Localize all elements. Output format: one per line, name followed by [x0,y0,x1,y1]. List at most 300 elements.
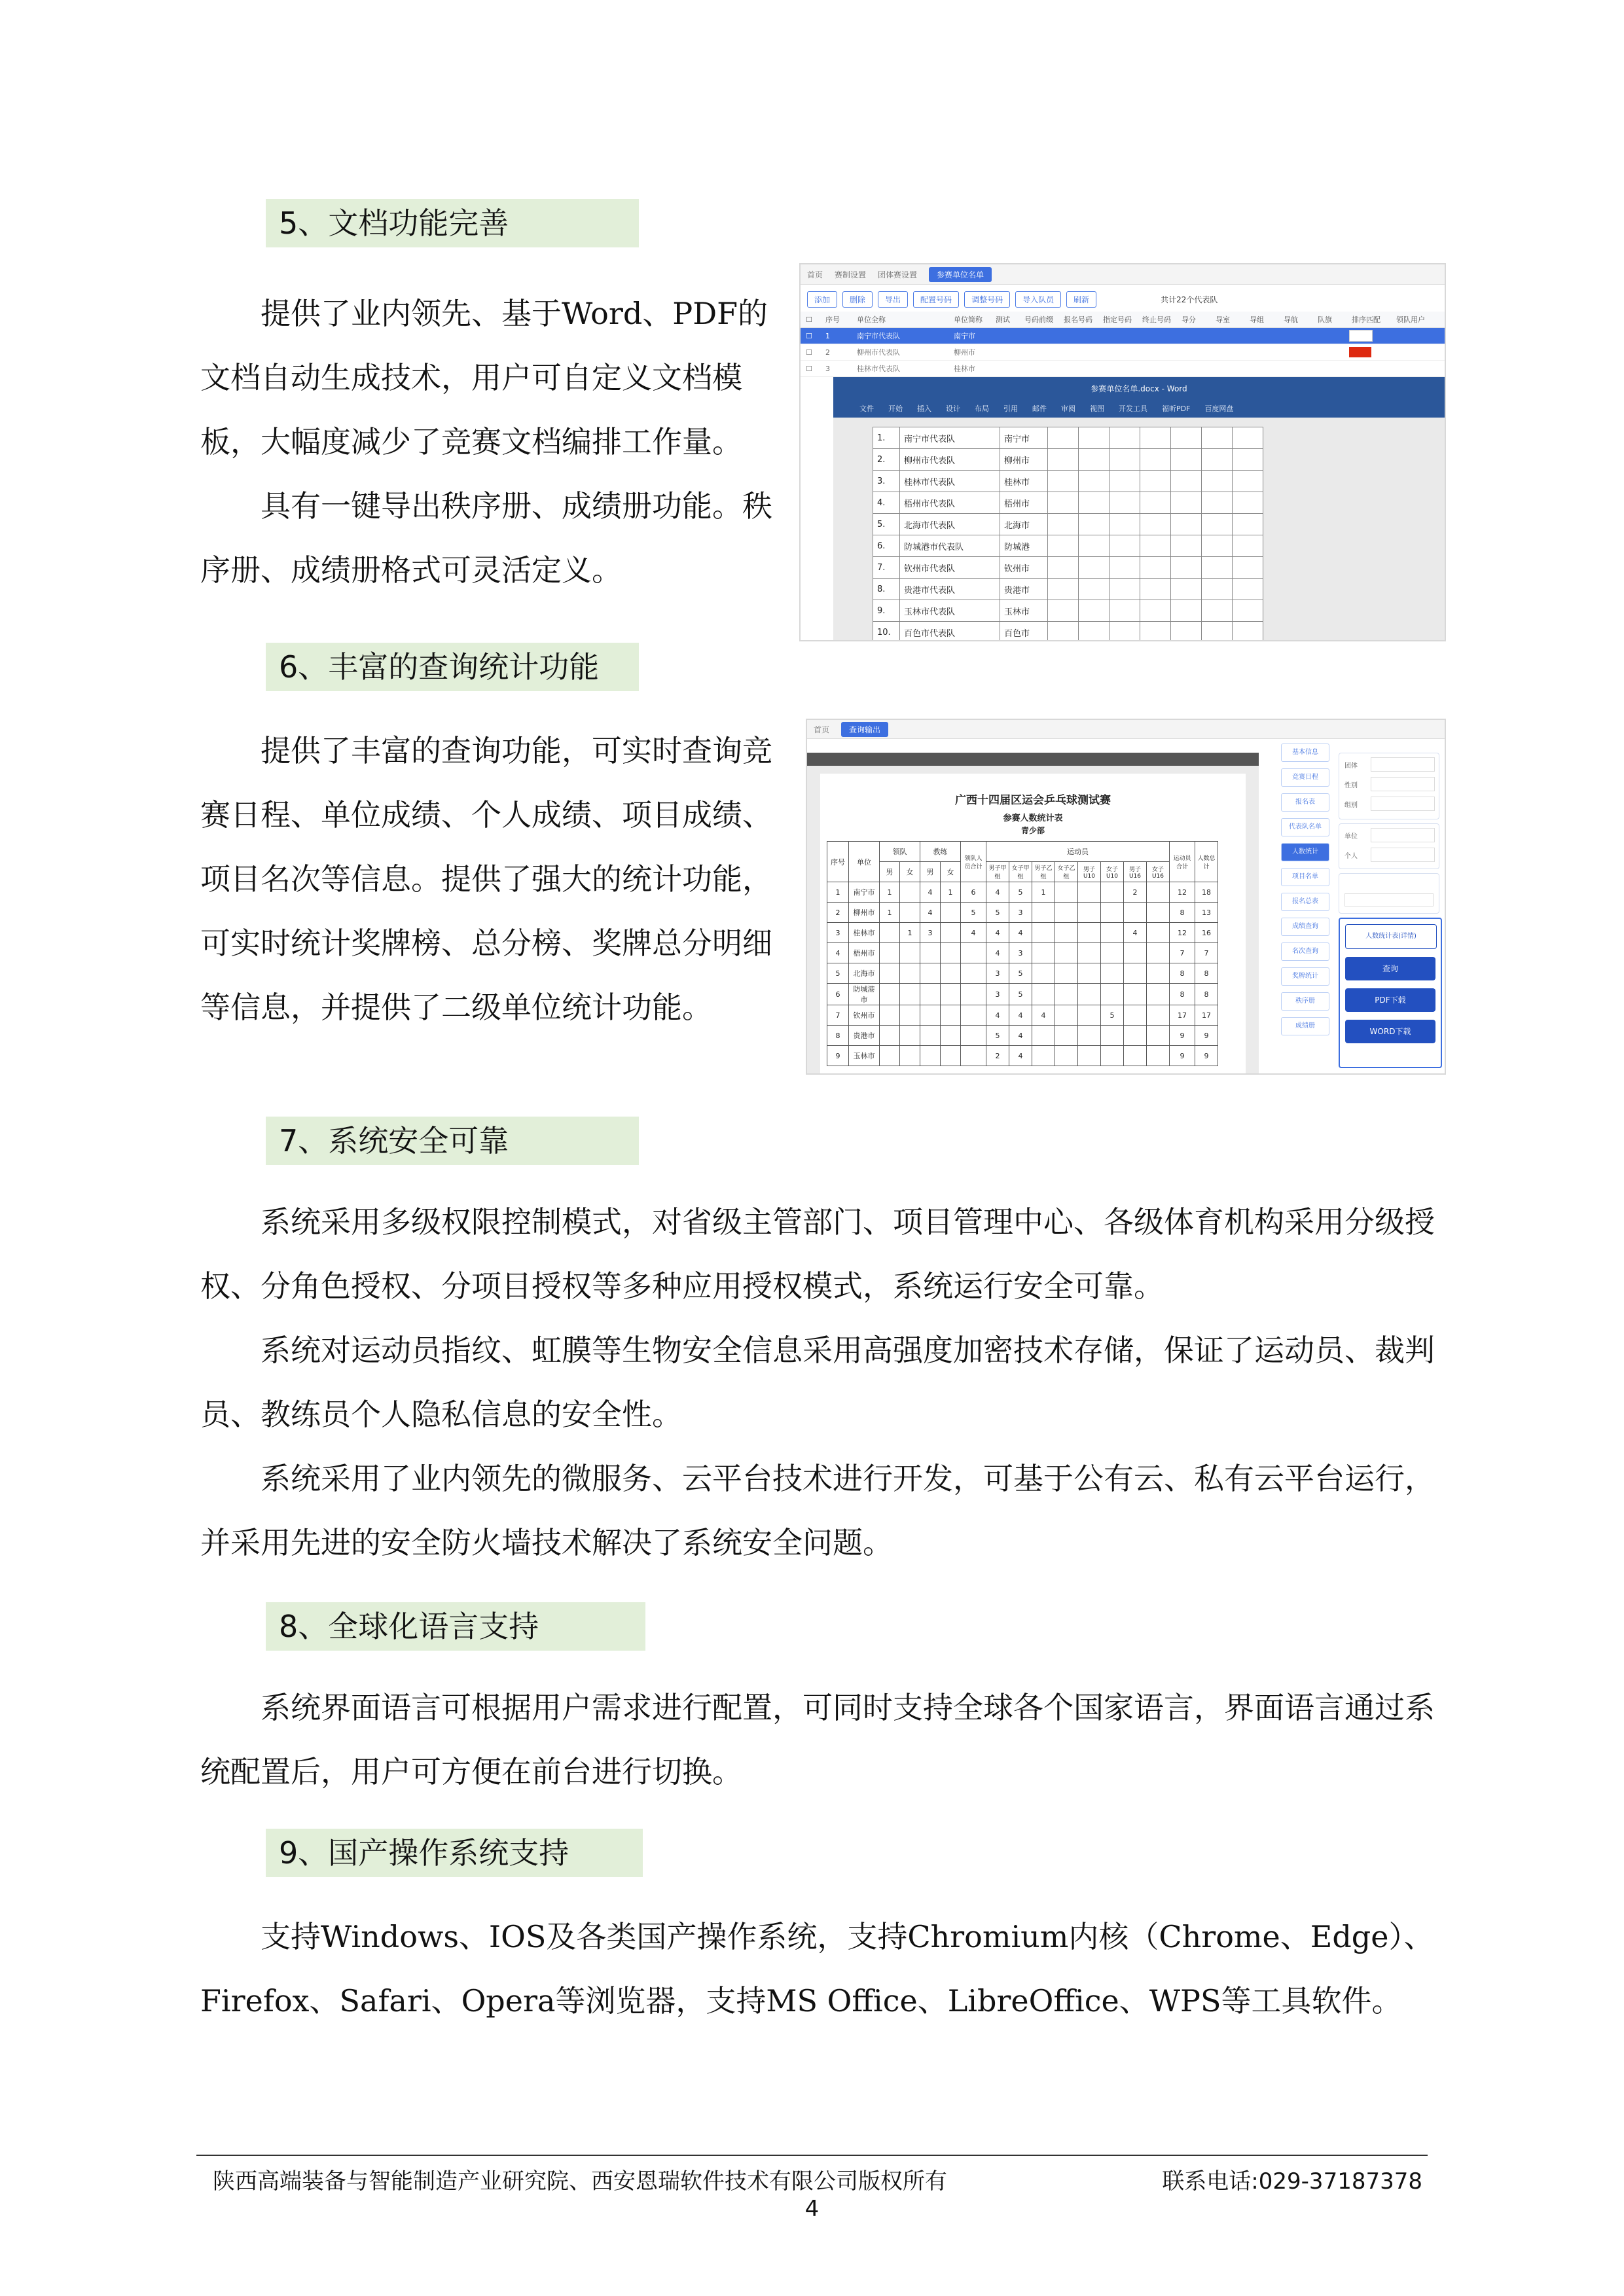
table-cell: 7 [1170,943,1195,963]
grid-header-cell: 领队用户 [1396,315,1425,324]
word-table-row [873,471,1263,492]
table-cell [1101,1026,1124,1046]
word-document-area [833,418,1445,640]
word-cell: 5. [873,514,900,535]
word-table-row [873,427,1263,449]
table-cell: 3 [1009,903,1032,923]
table-cell [961,1005,986,1026]
sidebar-button: 竞赛日程 [1281,768,1329,787]
table-cell [920,984,941,1005]
table-cell [1078,943,1101,963]
table-cell [1078,963,1101,984]
checkbox-icon: ☐ [806,364,812,373]
sidebar-button: 成绩册 [1281,1017,1329,1035]
table-cell: 4 [1009,1026,1032,1046]
table-cell: 柳州市 [954,348,975,357]
word-cell: 钦州市 [1000,557,1048,579]
table-row [827,1005,1218,1026]
word-download-button: WORD下载 [1345,1020,1435,1043]
statistics-table [827,841,1218,1066]
ribbon-item: 视图 [1090,404,1104,413]
table-cell [941,1026,961,1046]
word-cell: 3. [873,471,900,492]
pdf-download-button: PDF下载 [1345,988,1435,1012]
filter-label: 组别 [1344,802,1358,809]
table-cell: 柳州市 [849,903,880,923]
table-cell [880,984,900,1005]
statistics-body [827,882,1218,1066]
header-cell: 男子甲组 [986,862,1009,882]
table-cell: 4 [986,1005,1009,1026]
table-header-row [827,862,1218,882]
import-button: 导入队员 [1015,291,1061,308]
header-cell: 女子甲组 [1009,862,1032,882]
table-cell: 8 [1170,963,1195,984]
table-cell [1078,882,1101,903]
table-cell [961,984,986,1005]
table-row [827,1026,1218,1046]
word-table-row [873,622,1263,641]
sidebar-button: 报名总表 [1281,893,1329,911]
table-row [827,963,1218,984]
table-cell: 2 [827,903,849,923]
word-cell: 柳州市 [1000,449,1048,471]
header-cell: 男子乙组 [1032,862,1055,882]
word-cell: 钦州市代表队 [900,557,1000,579]
ribbon-item: 插入 [917,404,931,413]
section-heading: 7、系统安全可靠 [266,1117,639,1165]
table-cell [1032,903,1055,923]
table-cell: 18 [1195,882,1218,903]
word-cell: 9. [873,600,900,622]
page-number: 4 [804,2196,820,2222]
table-cell [920,1005,941,1026]
word-table-row [873,514,1263,535]
table-cell [1147,923,1170,943]
word-cell: 南宁市 [1000,427,1048,449]
sidebar-button: 人数统计 [1281,843,1329,861]
table-cell [1032,1046,1055,1066]
grid-header-cell: 号码前缀 [1024,315,1053,324]
word-cell: 7. [873,557,900,579]
table-cell [1032,984,1055,1005]
table-row [827,943,1218,963]
table-cell [920,1026,941,1046]
section-paragraph: 具有一键导出秩序册、成绩册功能。秩序册、成绩册格式可灵活定义。 [200,488,772,588]
header-cell: 领队 [880,842,920,862]
table-cell [1055,1046,1078,1066]
table-cell [920,963,941,984]
header-cell: 运动员 [986,842,1170,862]
table-cell: 5 [1101,1005,1124,1026]
table-cell: 1 [825,331,830,340]
table-cell [941,963,961,984]
sidebar-button: 报名表 [1281,793,1329,812]
table-cell: 3 [920,923,941,943]
header-cell: 女 [900,862,920,882]
table-cell [941,1005,961,1026]
header-cell: 男子U16 [1124,862,1147,882]
word-cell: 防城港 [1000,535,1048,557]
table-row [827,882,1218,903]
table-cell [1101,984,1124,1005]
word-cell: 防城港市代表队 [900,535,1000,557]
table-cell [1078,903,1101,923]
screenshot-tabs [801,264,1445,285]
table-row [801,328,1445,344]
grid-header-cell: 单位全称 [857,315,886,324]
header-cell: 女子U16 [1147,862,1170,882]
table-cell [1055,903,1078,923]
header-cell: 男 [880,862,900,882]
word-table-row [873,449,1263,471]
word-cell: 桂林市 [1000,471,1048,492]
table-cell [941,943,961,963]
table-cell: 4 [961,923,986,943]
table-cell [1101,1046,1124,1066]
toolbar-note: 共计22个代表队 [1161,295,1218,304]
table-cell [1147,943,1170,963]
ribbon-item: 文件 [859,404,874,413]
table-cell: 8 [1170,984,1195,1005]
flag-placeholder [1349,330,1373,342]
table-cell [1124,1005,1147,1026]
grid-header-cell: 导组 [1250,315,1264,324]
adjust-number-button: 调整号码 [964,291,1010,308]
tab-rules: 赛制设置 [835,270,867,279]
table-cell: 3 [1009,943,1032,963]
table-cell [900,903,920,923]
table-cell [1101,882,1124,903]
table-cell [1101,943,1124,963]
word-ribbon [833,399,1445,418]
ribbon-item: 福昕PDF [1162,404,1191,413]
word-titlebar [833,377,1445,399]
word-table-row [873,535,1263,557]
table-cell [1147,1026,1170,1046]
table-cell [1124,943,1147,963]
sidebar-button: 基本信息 [1281,744,1329,762]
grid-header-cell: 指定号码 [1103,315,1132,324]
report-subtitle: 参赛人数统计表 [1003,814,1063,823]
table-cell: 4 [1124,923,1147,943]
query-statistics-screenshot [807,720,1445,1073]
table-cell: 5 [1009,984,1032,1005]
config-number-button: 配置号码 [913,291,959,308]
table-cell: 9 [1170,1046,1195,1066]
table-cell: 3 [986,984,1009,1005]
table-cell [1124,963,1147,984]
table-cell [880,1005,900,1026]
ribbon-item: 审阅 [1061,404,1075,413]
sidebar-button: 成绩查询 [1281,918,1329,936]
footer-copyright: 陕西高端装备与智能制造产业研究院、西安恩瑞软件技术有限公司版权所有 [213,2168,947,2195]
tab-team: 团体赛设置 [878,270,918,279]
table-cell: 1 [880,882,900,903]
table-cell: 9 [1195,1026,1218,1046]
section-heading: 6、丰富的查询统计功能 [266,643,639,691]
table-cell: 1 [941,882,961,903]
table-cell [1078,923,1101,943]
table-cell: 桂林市代表队 [857,365,900,373]
table-cell [961,943,986,963]
grid-header-cell: 测试 [996,315,1010,324]
table-cell [941,903,961,923]
table-cell: 桂林市 [954,365,975,373]
table-cell [1055,1005,1078,1026]
table-cell [1078,1046,1101,1066]
table-cell: 8 [827,1026,849,1046]
header-cell: 男子U10 [1078,862,1101,882]
table-cell [1055,984,1078,1005]
table-cell: 南宁市 [849,882,880,903]
table-cell [1124,1046,1147,1066]
table-cell [1124,1026,1147,1046]
grid-header-cell: 导分 [1182,315,1196,324]
report-group: 青少部 [1020,826,1045,835]
word-cell: 4. [873,492,900,514]
table-cell: 北海市 [849,963,880,984]
table-cell: 13 [1195,903,1218,923]
table-cell: 9 [1195,1046,1218,1066]
table-cell: 1 [900,923,920,943]
table-cell [1124,984,1147,1005]
table-row [827,984,1218,1005]
table-cell [941,1046,961,1066]
header-cell: 教练 [920,842,961,862]
table-cell: 5 [1009,963,1032,984]
table-cell: 7 [1195,943,1218,963]
table-cell: 4 [920,903,941,923]
table-cell: 5 [961,903,986,923]
section-paragraph: 系统采用多级权限控制模式，对省级主管部门、项目管理中心、各级体育机构采用分级授权、分角色授权、分项目授权等多种应用授权模式，系统运行安全可靠。 [200,1204,1435,1304]
table-cell: 5 [986,1026,1009,1046]
word-cell: 贵港市代表队 [900,579,1000,600]
table-cell [1147,963,1170,984]
table-cell: 4 [986,923,1009,943]
word-cell: 南宁市代表队 [900,427,1000,449]
table-cell [1055,943,1078,963]
screenshot-tabs [807,720,1445,739]
report-title: 广西十四届区运会乒乓球测试赛 [955,794,1111,807]
header-cell: 人数总计 [1195,842,1218,882]
report-sidebar [1277,744,1333,1071]
table-cell: 9 [827,1046,849,1066]
ribbon-item: 设计 [946,404,960,413]
word-cell: 北海市 [1000,514,1048,535]
tab-unit-list: 参赛单位名单 [929,267,992,282]
table-cell: 17 [1170,1005,1195,1026]
table-cell: 南宁市代表队 [857,332,900,340]
table-cell: 6 [827,984,849,1005]
grid-header-cell: 导航 [1284,315,1298,324]
word-cell: 梧州市代表队 [900,492,1000,514]
table-cell: 6 [961,882,986,903]
report-page [820,774,1246,1073]
filter-label: 团体 [1344,762,1358,770]
word-cell: 8. [873,579,900,600]
ribbon-item: 布局 [975,404,989,413]
table-cell: 桂林市 [849,923,880,943]
header-cell: 男 [920,862,941,882]
table-cell: 1 [1032,882,1055,903]
filter-select [1371,797,1435,811]
word-cell: 梧州市 [1000,492,1048,514]
table-header-row [827,842,1218,862]
word-cell: 10. [873,622,900,641]
checkbox-icon: ☐ [806,315,812,324]
table-cell: 7 [827,1005,849,1026]
word-cell: 柳州市代表队 [900,449,1000,471]
table-cell [900,882,920,903]
table-cell: 12 [1170,923,1195,943]
header-cell: 女子U10 [1101,862,1124,882]
word-cell: 玉林市代表队 [900,600,1000,622]
table-cell [1032,963,1055,984]
grid-header-cell: 单位简称 [954,315,983,324]
section-paragraph: 系统对运动员指纹、虹膜等生物安全信息采用高强度加密技术存储，保证了运动员、裁判员、教练员个人隐私信息的安全性。 [200,1333,1435,1432]
ribbon-item: 百度网盘 [1204,404,1234,413]
report-viewer [807,753,1259,1073]
table-cell [920,1046,941,1066]
table-cell [1124,903,1147,923]
table-row [827,923,1218,943]
table-cell [880,943,900,963]
table-cell [900,984,920,1005]
table-cell [1078,1026,1101,1046]
sidebar-button: 奖牌统计 [1281,967,1329,986]
table-cell: 梧州市 [849,943,880,963]
word-table-row [873,492,1263,514]
filter-select [1344,893,1434,906]
ribbon-item: 引用 [1003,404,1018,413]
table-cell [1055,1026,1078,1046]
word-table [873,427,1263,640]
table-row [827,1046,1218,1066]
table-cell: 8 [1195,984,1218,1005]
filter-select [1371,777,1435,791]
word-cell: 北海市代表队 [900,514,1000,535]
table-row [801,361,1445,377]
table-cell: 防城港市 [849,984,880,1005]
filter-select [1371,828,1435,842]
tab-query-output: 查询输出 [841,722,888,737]
table-cell: 1 [827,882,849,903]
word-cell: 1. [873,427,900,449]
table-cell [880,1046,900,1066]
table-cell [920,943,941,963]
refresh-button: 刷新 [1066,291,1096,308]
table-cell [961,963,986,984]
table-cell: 4 [986,943,1009,963]
table-cell: 4 [986,882,1009,903]
export-button: 导出 [878,291,908,308]
section-paragraph: 系统界面语言可根据用户需求进行配置，可同时支持全球各个国家语言，界面语言通过系统配置后，用户可方便在前台进行切换。 [200,1690,1435,1789]
section-paragraph: 支持Windows、IOS及各类国产操作系统，支持Chromium内核（Chrome、Edge）、Firefox、Safari、Opera等浏览器，支持MS Office、LibreOffice、WPS等工具软件。 [200,1919,1434,2018]
word-table-row [873,600,1263,622]
filter-label: 性别 [1344,782,1358,789]
grid-header-cell: 报名号码 [1064,315,1092,324]
word-cell: 桂林市代表队 [900,471,1000,492]
header-cell: 领队人员合计 [961,842,986,882]
tab-home: 首页 [814,725,830,734]
table-cell: 3 [986,963,1009,984]
word-cell: 玉林市 [1000,600,1048,622]
section-heading: 8、全球化语言支持 [266,1602,645,1651]
table-cell: 17 [1195,1005,1218,1026]
table-cell [1147,1005,1170,1026]
document-generation-screenshot [801,264,1445,640]
flag-icon [1349,347,1371,357]
action-panel [1339,918,1442,1068]
table-cell [941,984,961,1005]
table-row [801,344,1445,361]
checkbox-icon: ☐ [806,331,812,340]
word-table-row [873,557,1263,579]
query-button: 查询 [1345,957,1435,980]
table-cell: 3 [825,364,830,373]
filter-select [1371,757,1435,772]
table-cell [1032,1026,1055,1046]
table-cell: 9 [1170,1026,1195,1046]
word-cell: 6. [873,535,900,557]
table-cell: 4 [1032,1005,1055,1026]
word-title: 参赛单位名单.docx - Word [1091,384,1187,393]
sidebar-button: 秩序册 [1281,992,1329,1011]
table-cell [880,963,900,984]
filter-label: 个人 [1344,853,1358,860]
word-cell: 贵港市 [1000,579,1048,600]
table-cell [1101,923,1124,943]
section-heading: 9、国产操作系统支持 [266,1829,643,1877]
table-cell [1055,923,1078,943]
table-cell: 南宁市 [954,332,975,340]
table-cell [1147,984,1170,1005]
table-cell [1101,963,1124,984]
delete-button: 删除 [842,291,873,308]
table-cell [1147,1046,1170,1066]
add-button: 添加 [807,291,837,308]
word-cell: 百色市代表队 [900,622,1000,641]
table-cell [1055,882,1078,903]
query-panel [1339,753,1441,1067]
filter-panel-middle [1339,823,1439,869]
grid-header [801,312,1445,328]
sidebar-button: 代表队名单 [1281,818,1329,836]
table-cell: 5 [827,963,849,984]
detail-stats-button: 人数统计表(详情) [1345,924,1437,949]
table-cell [880,923,900,943]
table-cell: 5 [1009,882,1032,903]
table-cell [941,923,961,943]
table-cell: 16 [1195,923,1218,943]
table-cell: 8 [1195,963,1218,984]
table-cell [900,1046,920,1066]
table-cell [1055,963,1078,984]
table-cell [900,1026,920,1046]
filter-label: 单位 [1344,833,1358,840]
table-cell [900,1005,920,1026]
table-cell: 8 [1170,903,1195,923]
table-cell: 2 [825,348,830,357]
header-cell: 单位 [849,842,880,882]
table-cell [961,1026,986,1046]
header-cell: 女 [941,862,961,882]
table-cell: 2 [986,1046,1009,1066]
table-cell: 5 [986,903,1009,923]
table-cell [961,1046,986,1066]
section-heading: 5、文档功能完善 [266,199,639,247]
